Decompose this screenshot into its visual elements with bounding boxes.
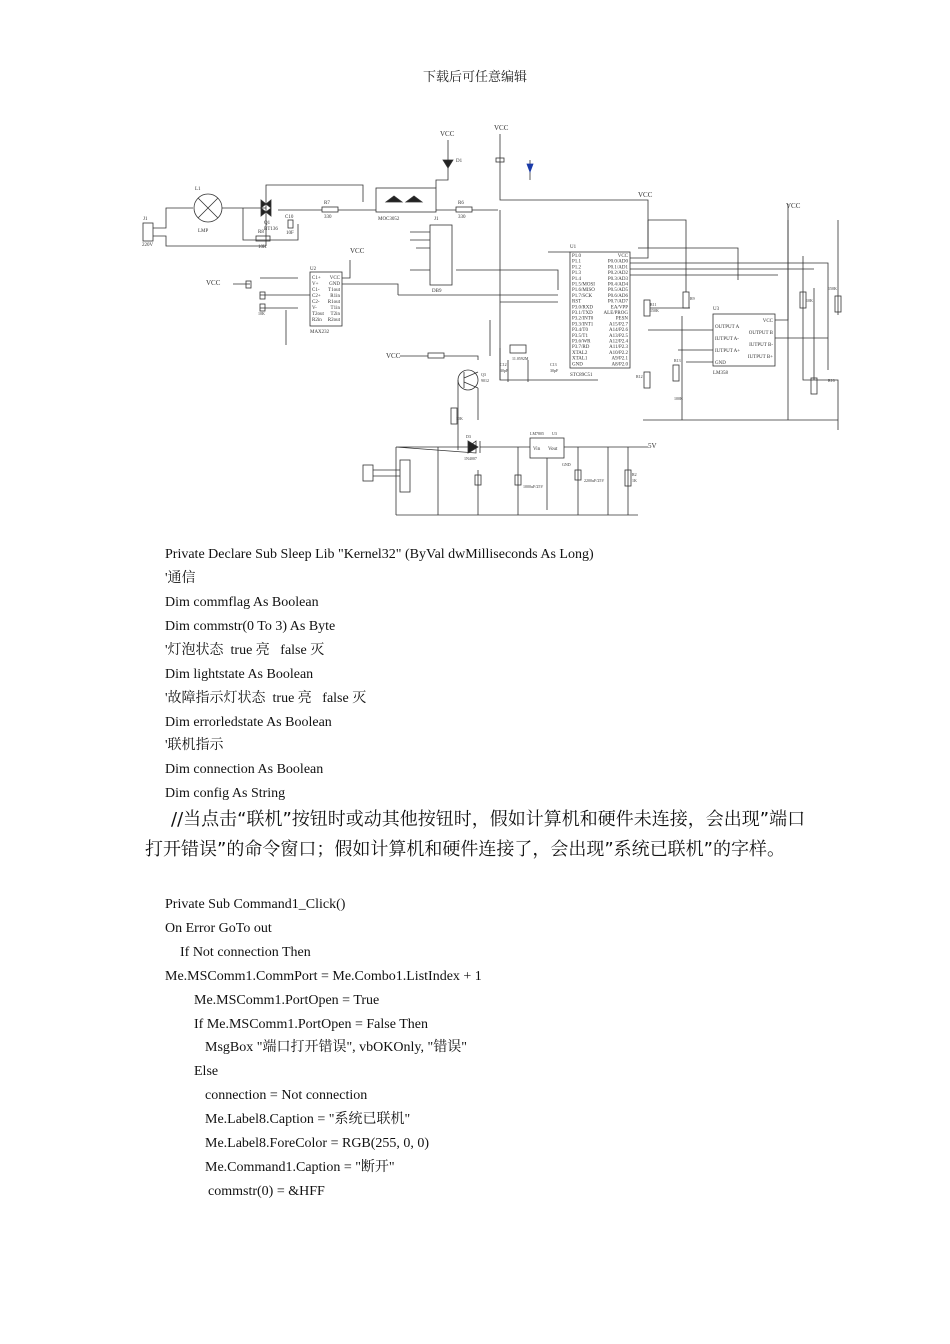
- r11-value: 150K: [650, 308, 659, 313]
- pin-label: A11/P2.3: [609, 345, 628, 351]
- vcc-label-3: VCC: [638, 191, 653, 199]
- pin-label: P1.5/MOSI: [572, 282, 595, 288]
- pin-label: A13/P2.5: [608, 333, 628, 339]
- v5-label: 5V: [648, 442, 657, 450]
- r12-label: R12: [636, 374, 643, 379]
- q1-label: Q1: [264, 221, 271, 226]
- triac-label: BT136: [264, 227, 278, 232]
- code-line: Me.Label8.Caption = "系统已联机": [205, 1112, 411, 1127]
- pin-label: XTAL2: [572, 350, 588, 356]
- pin-label: P0.2/AD2: [607, 271, 628, 277]
- pin-label: T2out: [312, 312, 324, 317]
- j1-label: J1: [143, 217, 148, 222]
- r8-value: 10K: [258, 245, 267, 250]
- mcu-label: STC89C51: [570, 373, 593, 378]
- r8-label: R8: [258, 230, 264, 235]
- pin-label: T1in: [330, 306, 340, 311]
- pin-label: P1.2: [572, 265, 582, 271]
- pin-label: P3.5/T1: [572, 333, 588, 339]
- r7-value: 330: [324, 215, 332, 220]
- pin-label: VCC: [762, 319, 773, 324]
- pin-label: P3.4/T0: [572, 328, 588, 334]
- code-line: Me.Command1.Caption = "断开": [205, 1160, 395, 1175]
- code-line: commstr(0) = &HFF: [208, 1184, 325, 1199]
- pin-label: P0.1/AD1: [607, 265, 628, 271]
- d3-label: D3: [466, 434, 471, 439]
- vcc-label-4: VCC: [786, 202, 801, 210]
- pin-label: P1.1: [572, 259, 582, 265]
- pin-label: A10/P2.2: [608, 350, 628, 356]
- pin-label: PESN: [615, 316, 628, 322]
- pin-label: GND: [715, 361, 726, 366]
- pin-label: P1.3: [572, 271, 582, 277]
- reg-gnd: GND: [562, 462, 571, 467]
- pin-label: P1.6/MISO: [572, 288, 595, 294]
- pin-label: A15/P2.7: [608, 322, 628, 328]
- j1-value: 220V: [142, 243, 154, 248]
- reg-u: U3: [552, 431, 557, 436]
- r2-value: 1K: [632, 478, 637, 483]
- d3-value: 1N4007: [464, 456, 477, 461]
- j1-db-label: J1: [434, 217, 439, 222]
- pin-label: P3.7/RD: [572, 345, 590, 351]
- code-line: Me.MSComm1.PortOpen = True: [194, 993, 380, 1008]
- opto-label: MOC3052: [378, 217, 400, 222]
- circuit-schematic: [138, 120, 850, 522]
- led-label: D1: [456, 159, 463, 164]
- c12-value: 30pF: [500, 368, 509, 373]
- c10-value: 10F: [286, 231, 294, 236]
- pin-label: P0.7/AD7: [607, 299, 628, 305]
- pin-label: R2out: [327, 318, 340, 323]
- r10-value: 10K: [806, 298, 813, 303]
- code-line: '联机指示: [165, 738, 224, 753]
- pin-label: IUTPUT A+: [715, 349, 741, 354]
- code-line: Dim lightstate As Boolean: [165, 667, 314, 682]
- pin-label: T2in: [330, 312, 340, 317]
- q3-value: 9012: [481, 378, 489, 383]
- pin-label: P1.4: [572, 276, 582, 282]
- pin-label: P0.5/AD5: [607, 288, 628, 294]
- pin-label: VCC: [617, 254, 628, 259]
- vcc-label-2: VCC: [494, 124, 509, 132]
- vcc-label-5: VCC: [350, 247, 365, 255]
- r2-label: R2: [632, 472, 637, 477]
- vcc-label-7: VCC: [386, 352, 401, 360]
- pin-label: GND: [329, 282, 340, 287]
- pin-label: P1.7/SCK: [572, 293, 593, 299]
- code-line: Private Declare Sub Sleep Lib "Kernel32" (ByVal dwMilliseconds As Long): [165, 547, 594, 562]
- code-line: '故障指示灯状态 true 亮 false 灭: [165, 691, 367, 706]
- pin-label: R1in: [330, 294, 340, 299]
- reg-vin: Vin: [533, 447, 541, 452]
- code-line: Dim commflag As Boolean: [165, 595, 319, 610]
- vcc-label-6: VCC: [206, 279, 221, 287]
- pin-label: XTAL1: [572, 356, 588, 362]
- ic2-u3: U3: [713, 307, 720, 312]
- r6-label: R6: [458, 201, 464, 206]
- c10-label: C10: [285, 215, 294, 220]
- pin-label: P3.6/WR: [572, 339, 591, 345]
- pin-label: P3.1/TXD: [572, 311, 593, 316]
- c1-value: 1000uF/25V: [523, 484, 544, 489]
- pin-label: P0.3/AD3: [607, 276, 628, 282]
- pin-label: P3.3/INT1: [572, 322, 594, 328]
- r13-value: 100K: [674, 396, 683, 401]
- pin-label: P0.4/AD4: [607, 282, 628, 288]
- vcc-label-1: VCC: [440, 130, 455, 138]
- pin-label: P0.0/AD0: [607, 259, 628, 265]
- pin-label: P3.2/INT0: [572, 316, 594, 322]
- code-line: connection = Not connection: [205, 1088, 368, 1103]
- pin-label: A14/P2.6: [608, 328, 628, 334]
- pin-label: A9/P2.1: [611, 356, 628, 362]
- pin-label: IUTPUT B-: [749, 343, 773, 348]
- pin-label: C2-: [312, 300, 320, 305]
- l1-label: L1: [195, 187, 201, 192]
- pin-label: VCC: [329, 276, 340, 281]
- code-line: Me.MSComm1.CommPort = Me.Combo1.ListIndex + 1: [165, 969, 482, 984]
- c5-value: 10K: [258, 311, 265, 316]
- pin-label: IUTPUT B+: [747, 355, 773, 360]
- r16-label: R16: [828, 378, 835, 383]
- code-line: Me.Label8.ForeColor = RGB(255, 0, 0): [205, 1136, 430, 1151]
- code-line: '通信: [165, 571, 196, 586]
- code-line: Dim errorledstate As Boolean: [165, 715, 332, 730]
- crystal-label: 11.0592M: [512, 356, 529, 361]
- code-line: Dim connection As Boolean: [165, 762, 324, 777]
- q3-label: Q3: [481, 372, 486, 377]
- code-line: Dim commstr(0 To 3) As Byte: [165, 619, 336, 634]
- pin-label: R1out: [327, 300, 340, 305]
- max232-label: MAX232: [310, 330, 330, 335]
- page-header: 下载后可任意编辑: [422, 69, 527, 84]
- pin-label: A8/P2.0: [611, 362, 628, 368]
- pin-label: T1out: [328, 288, 340, 293]
- explanation-paragraph: //当点击“联机”按钮时或动其他按钮时，假如计算机和硬件未连接，会出现”端口打开错误”的命令窗口；假如计算机和硬件连接了，会出现”系统已联机”的字样。: [145, 809, 806, 860]
- mcu-u1: U1: [570, 245, 577, 250]
- code-line: Else: [194, 1064, 219, 1079]
- code-line: If Me.MSComm1.PortOpen = False Then: [194, 1017, 428, 1032]
- pin-label: P1.0: [572, 254, 582, 259]
- reg-vout: Vout: [548, 447, 558, 452]
- c2-value: 2200uF/25V: [584, 478, 605, 483]
- r1-label: 10K: [456, 416, 463, 421]
- code-line: Private Sub Command1_Click(): [165, 897, 346, 912]
- pin-label: A12/P2.4: [608, 339, 628, 345]
- code-line: '灯泡状态 true 亮 false 灭: [165, 643, 325, 658]
- reg-label: LM7805: [530, 431, 544, 436]
- max232-u2: U2: [310, 267, 317, 272]
- r13-label: R13: [674, 358, 681, 363]
- pin-label: C1-: [312, 288, 320, 293]
- r9-label: R9: [690, 296, 695, 301]
- code-line: Dim config As String: [165, 786, 286, 801]
- r11-label: R11: [650, 302, 657, 307]
- c13-value: 30pF: [550, 368, 559, 373]
- code-line: On Error GoTo out: [165, 921, 272, 936]
- db9-label: DB9: [432, 289, 442, 294]
- code-line: If Not connection Then: [180, 945, 311, 960]
- r7-label: R7: [324, 201, 330, 206]
- pin-label: RST: [572, 299, 582, 305]
- pin-label: P3.0/RXD: [572, 305, 593, 311]
- pin-label: C1+: [312, 276, 321, 281]
- pin-label: ALE/PROG: [603, 311, 628, 316]
- r14-value: 150K: [828, 286, 837, 291]
- c12-label: C12: [500, 362, 507, 367]
- pin-label: V-: [312, 306, 317, 311]
- pin-label: EA/VPP: [610, 305, 628, 311]
- pin-label: GND: [572, 362, 583, 368]
- ic2-label: LM358: [713, 371, 728, 376]
- c13-label: C13: [550, 362, 557, 367]
- pin-label: OUTPUT B: [748, 331, 773, 336]
- r6-value: 330: [458, 215, 466, 220]
- pin-label: C2+: [312, 294, 321, 299]
- code-line: MsgBox "端口打开错误", vbOKOnly, "错误": [205, 1040, 467, 1055]
- pin-label: IUTPUT A-: [715, 337, 739, 342]
- pin-label: P0.6/AD6: [607, 293, 628, 299]
- lamp-label: LMP: [198, 229, 209, 234]
- pin-label: R2in: [312, 318, 322, 323]
- pin-label: V+: [312, 282, 319, 287]
- pin-label: OUTPUT A: [715, 325, 740, 330]
